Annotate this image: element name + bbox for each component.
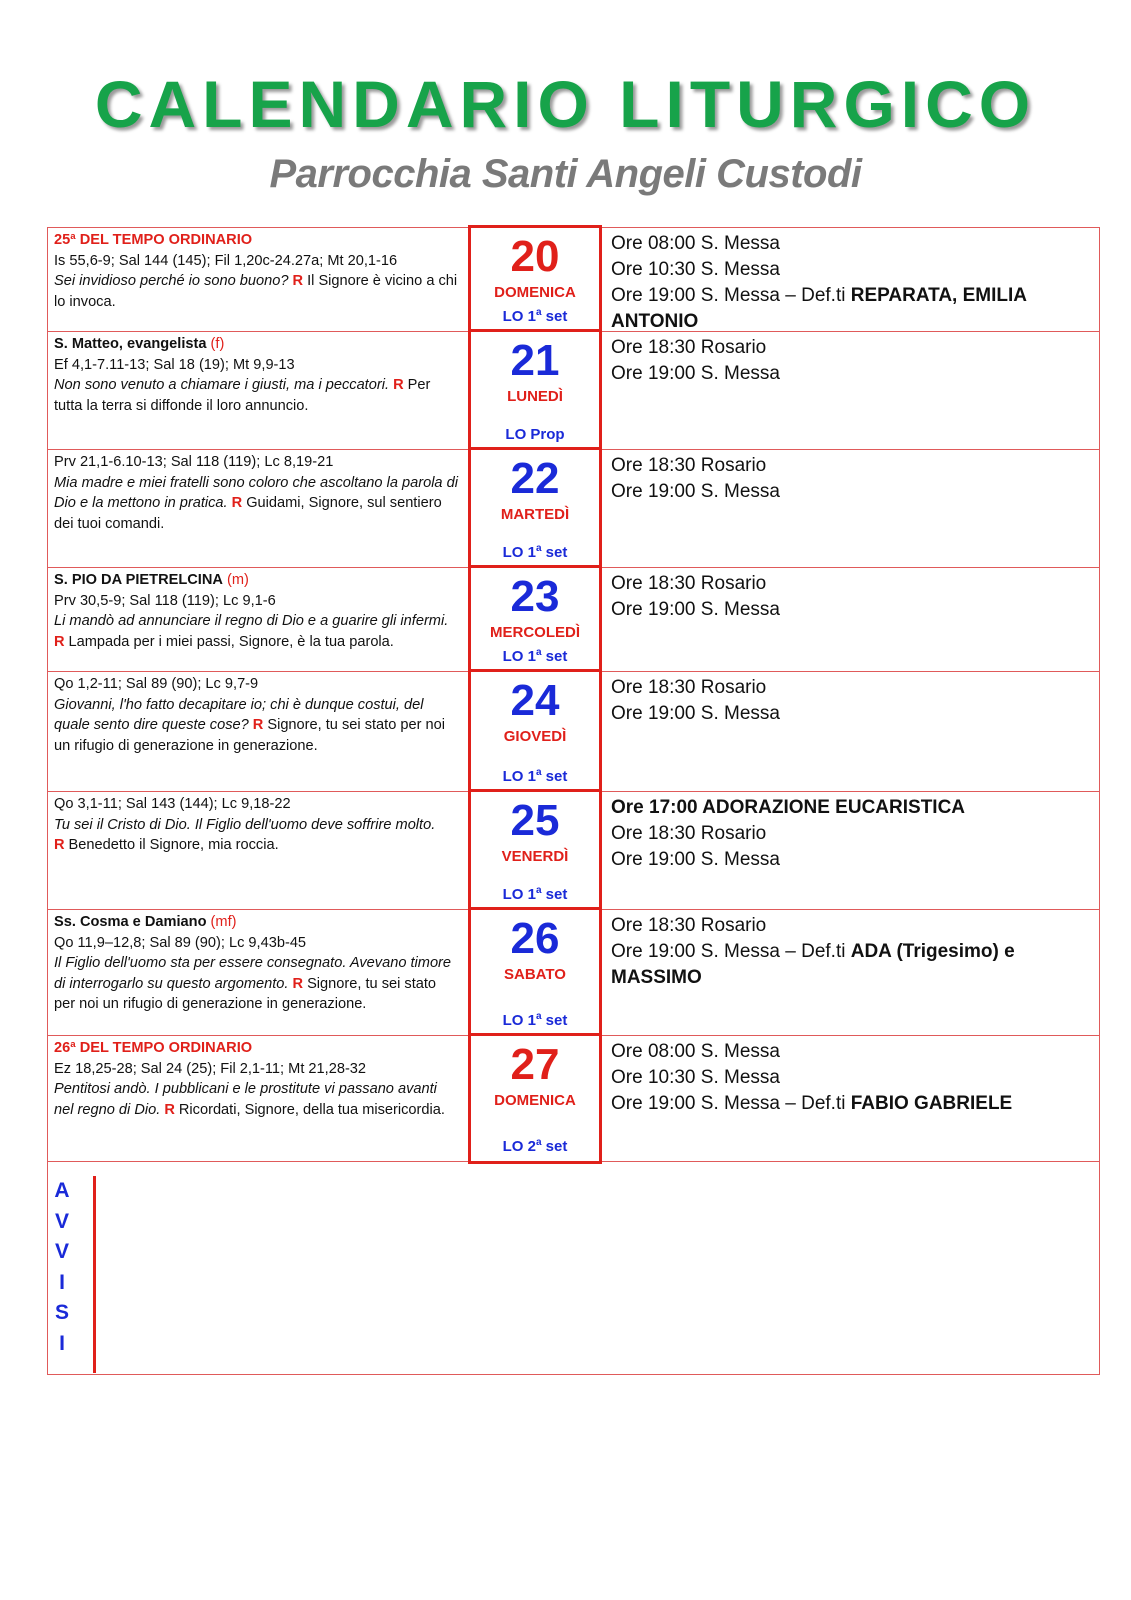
weekday: LUNEDÌ (507, 388, 563, 405)
events-cell (604, 450, 1099, 567)
liturgy-cell (48, 910, 466, 1035)
liturgy-heading: 26ª DEL TEMPO ORDINARIO (54, 1040, 253, 1056)
day-row (48, 228, 1099, 332)
liturgy-rank: (m) (227, 572, 249, 588)
day-number: 24 (510, 676, 560, 725)
event-line (611, 479, 1092, 505)
response-marker: R (292, 273, 304, 289)
event-line (611, 795, 1092, 821)
day-row (48, 792, 1099, 910)
liturgy-of-hours (471, 307, 599, 325)
event-highlight: Ore 17:00 ADORAZIONE EUCARISTICA (611, 797, 966, 818)
liturgy-of-hours (471, 543, 599, 561)
event-line (611, 1065, 1092, 1091)
response: Guidami, Signore, sul sentiero dei tuoi comandi. (54, 495, 442, 532)
day-row (48, 332, 1099, 450)
antiphon: Li mandò ad annunciare il regno di Dio e a guarire gli infermi. (54, 613, 449, 629)
readings: Qo 3,1-11; Sal 143 (144); Lc 9,18-22 (54, 796, 291, 812)
day-number: 27 (510, 1040, 560, 1089)
event-line (611, 913, 1092, 939)
date-cell (468, 225, 602, 334)
day-row (48, 910, 1099, 1036)
response: Benedetto il Signore, mia roccia. (68, 837, 279, 853)
readings: Prv 21,1-6.10-13; Sal 118 (119); Lc 8,19-21 (54, 454, 334, 470)
events-cell (604, 332, 1099, 449)
events-cell (604, 910, 1099, 1035)
antiphon: Tu sei il Cristo di Dio. Il Figlio dell'uomo deve soffrire molto. (54, 816, 436, 833)
day-number: 23 (510, 572, 560, 621)
event-text: Ore 08:00 S. Messa (611, 1041, 780, 1062)
event-text: Ore 10:30 S. Messa (611, 1067, 780, 1088)
readings: Prv 30,5-9; Sal 118 (119); Lc 9,1-6 (54, 592, 276, 609)
lo-suffix: set (541, 544, 568, 561)
day-number: 22 (510, 454, 560, 503)
event-line (611, 335, 1092, 361)
response-marker: R (231, 495, 243, 511)
event-text: Ore 19:00 S. Messa – Def.ti (611, 285, 851, 306)
lo-sup: a (535, 1011, 542, 1022)
liturgy-cell (48, 792, 466, 909)
day-row (48, 1036, 1099, 1162)
avvisi-letter: S (54, 1301, 69, 1324)
liturgy-cell (48, 672, 466, 791)
event-line (611, 453, 1092, 479)
liturgy-cell (48, 568, 466, 671)
avvisi-letter: V (54, 1240, 69, 1263)
response-marker: R (393, 377, 404, 393)
liturgy-heading: Ss. Cosma e Damiano (54, 914, 207, 930)
day-number: 21 (510, 336, 560, 385)
event-text: Ore 18:30 Rosario (611, 677, 767, 698)
avvisi-section (48, 1176, 1099, 1373)
weekday: DOMENICA (494, 284, 576, 301)
weekday: GIOVEDÌ (503, 728, 567, 745)
liturgy-cell (48, 228, 466, 331)
response-marker: R (54, 633, 65, 650)
event-text: Ore 18:30 Rosario (611, 337, 767, 358)
date-cell (468, 447, 602, 570)
events-cell (604, 792, 1099, 909)
events-cell (604, 568, 1099, 671)
antiphon: Giovanni, l'ho fatto decapitare io; chi è dunque costui, del quale sento dire queste cose? (54, 696, 424, 733)
response-marker: R (292, 975, 304, 992)
readings: Qo 1,2-11; Sal 89 (90); Lc 9,7-9 (54, 676, 259, 692)
lo-prefix: LO 1 (502, 886, 536, 903)
avvisi-letter: I (59, 1331, 65, 1355)
date-cell (468, 669, 602, 794)
event-text: Ore 19:00 S. Messa (611, 481, 780, 502)
liturgy-cell (48, 450, 466, 567)
antiphon: Non sono venuto a chiamare i giusti, ma i peccatori. (54, 377, 390, 393)
event-line (611, 597, 1092, 623)
event-line (611, 1039, 1092, 1065)
liturgy-heading: 25ª DEL TEMPO ORDINARIO (54, 232, 253, 248)
event-text: Ore 19:00 S. Messa (611, 849, 780, 870)
response: Signore, tu sei stato per noi un rifugio di generazione in generazione. (54, 975, 437, 1012)
response: Signore, tu sei stato per noi un rifugio di generazione in generazione. (54, 717, 446, 754)
lo-suffix: set (541, 648, 568, 665)
lo-suffix: set (541, 308, 568, 325)
liturgy-of-hours (471, 1137, 599, 1155)
event-text: Ore 18:30 Rosario (611, 573, 767, 594)
date-cell (468, 329, 602, 452)
day-row (48, 568, 1099, 672)
lo-sup: a (535, 647, 542, 658)
events-cell (604, 672, 1099, 791)
lo-prefix: LO Prop (505, 426, 565, 443)
avvisi-content (96, 1176, 1099, 1373)
avvisi-label (48, 1176, 96, 1373)
event-text: Ore 10:30 S. Messa (611, 259, 780, 280)
event-text: Ore 19:00 S. Messa – Def.ti (611, 1093, 851, 1114)
antiphon: Mia madre e miei fratelli sono coloro che ascoltano la parola di Dio e la mettono in pratica. (54, 474, 458, 511)
lo-prefix: LO 1 (502, 544, 536, 561)
avvisi-letter: I (59, 1270, 65, 1294)
liturgy-cell (48, 332, 466, 449)
readings: Is 55,6-9; Sal 144 (145); Fil 1,20c-24.27a; Mt 20,1-16 (54, 252, 398, 269)
event-text: Ore 19:00 S. Messa – Def.ti (611, 941, 851, 962)
antiphon: Pentitosi andò. I pubblicani e le prostitute vi passano avanti nel regno di Dio. (54, 1081, 437, 1118)
response: Ricordati, Signore, della tua misericordia. (178, 1101, 445, 1118)
event-line (611, 939, 1092, 991)
lo-suffix: set (541, 1138, 568, 1155)
event-line (611, 821, 1092, 847)
event-line (611, 283, 1092, 331)
event-highlight: REPARATA, EMILIA ANTONIO (611, 285, 1027, 331)
avvisi-letter: A (54, 1179, 70, 1202)
lo-sup: a (535, 307, 542, 318)
event-text: Ore 19:00 S. Messa (611, 703, 780, 724)
event-line (611, 231, 1092, 257)
readings: Ef 4,1-7.11-13; Sal 18 (19); Mt 9,9-13 (54, 356, 295, 373)
liturgy-heading: S. PIO DA PIETRELCINA (54, 572, 223, 588)
weekday: DOMENICA (494, 1092, 576, 1109)
weekday: SABATO (504, 966, 566, 983)
liturgy-of-hours (471, 885, 599, 903)
date-cell (468, 789, 602, 912)
day-number: 20 (510, 232, 560, 281)
event-text: Ore 19:00 S. Messa (611, 363, 780, 384)
weekday: MERCOLEDÌ (490, 624, 580, 641)
calendar-table (47, 227, 1100, 1375)
avvisi-letter: V (54, 1209, 69, 1233)
lo-sup: a (535, 1137, 542, 1148)
lo-sup: a (535, 767, 542, 778)
date-cell (468, 907, 602, 1038)
lo-suffix: set (541, 768, 568, 785)
event-line (611, 1091, 1092, 1117)
event-line (611, 257, 1092, 283)
event-line (611, 361, 1092, 387)
event-text: Ore 18:30 Rosario (611, 915, 767, 936)
event-text: Ore 19:00 S. Messa (611, 599, 780, 620)
page-subtitle: Parrocchia Santi Angeli Custodi (269, 152, 862, 196)
response-marker: R (252, 717, 264, 733)
event-text: Ore 18:30 Rosario (611, 455, 767, 476)
lo-sup: a (535, 885, 542, 896)
liturgy-of-hours (471, 1011, 599, 1029)
liturgy-of-hours (471, 647, 599, 665)
response: Lampada per i miei passi, Signore, è la tua parola. (68, 633, 394, 650)
lo-prefix: LO 1 (502, 1012, 536, 1029)
event-line (611, 675, 1092, 701)
liturgy-heading: S. Matteo, evangelista (54, 336, 207, 352)
event-line (611, 847, 1092, 873)
events-cell (604, 228, 1099, 331)
response-marker: R (164, 1101, 175, 1118)
response: Il Signore è vicino a chi lo invoca. (54, 273, 458, 310)
lo-suffix: set (541, 1012, 568, 1029)
liturgy-of-hours (471, 767, 599, 785)
liturgy-of-hours (471, 426, 599, 443)
day-row (48, 672, 1099, 792)
lo-sup: a (535, 543, 542, 554)
lo-prefix: LO 1 (502, 648, 536, 665)
liturgy-rank: (f) (210, 336, 225, 352)
lo-suffix: set (541, 886, 568, 903)
response-marker: R (54, 837, 65, 853)
event-text: Ore 08:00 S. Messa (611, 233, 780, 254)
events-cell (604, 1036, 1099, 1161)
lo-prefix: LO 2 (502, 1138, 536, 1155)
liturgy-rank: (mf) (210, 914, 237, 930)
weekday: VENERDÌ (501, 848, 569, 865)
date-cell (468, 565, 602, 674)
weekday: MARTEDÌ (500, 506, 570, 523)
day-row (48, 450, 1099, 568)
lo-prefix: LO 1 (502, 308, 536, 325)
event-line (611, 571, 1092, 597)
antiphon: Sei invidioso perché io sono buono? (54, 273, 289, 289)
day-number: 26 (510, 914, 560, 963)
day-number: 25 (510, 796, 560, 845)
readings: Qo 11,9–12,8; Sal 89 (90); Lc 9,43b-45 (54, 934, 307, 951)
readings: Ez 18,25-28; Sal 24 (25); Fil 2,1-11; Mt 21,28-32 (54, 1060, 367, 1077)
event-line (611, 701, 1092, 727)
event-highlight: FABIO GABRIELE (850, 1093, 1013, 1114)
event-text: Ore 18:30 Rosario (611, 823, 767, 844)
page-title: CALENDARIO LITURGICO (94, 67, 1037, 141)
lo-prefix: LO 1 (502, 768, 536, 785)
event-highlight: ADA (Trigesimo) e MASSIMO (611, 941, 1015, 988)
antiphon: Il Figlio dell'uomo sta per essere consegnato. Avevano timore di interrogarlo su questo argomento. (54, 955, 452, 992)
response: Per tutta la terra si diffonde il loro annuncio. (54, 377, 431, 414)
liturgy-cell (48, 1036, 466, 1161)
date-cell (468, 1033, 602, 1164)
